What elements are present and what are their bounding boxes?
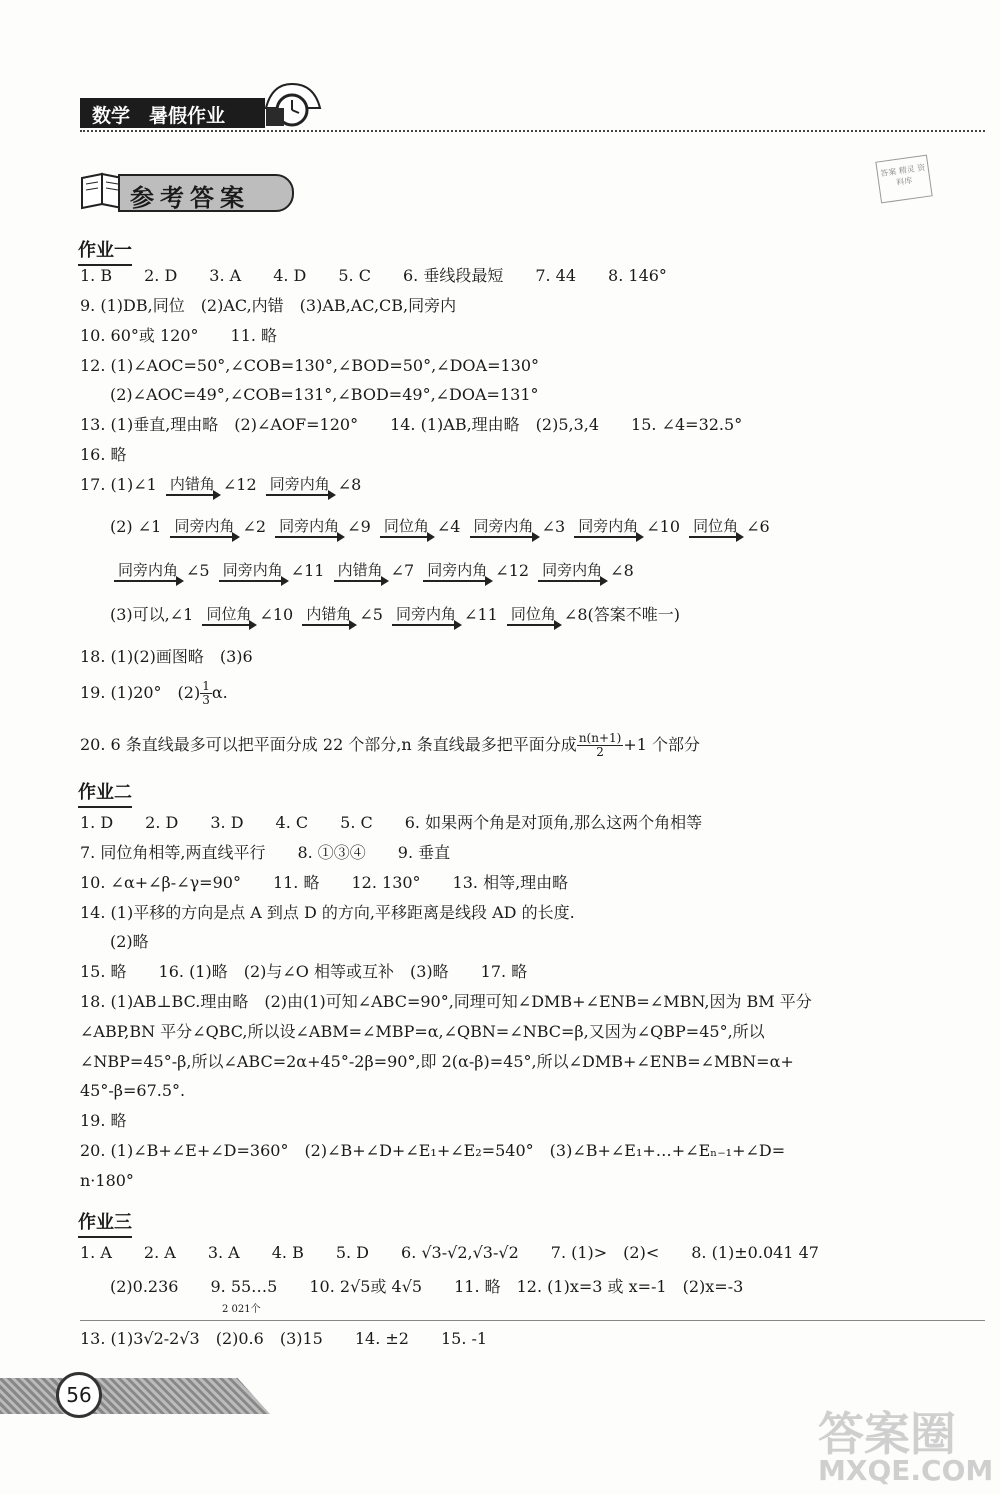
answer-line: 45°-β=67.5°.	[80, 1081, 186, 1100]
arrow	[266, 476, 334, 496]
section-title-3: 作业三	[78, 1208, 132, 1238]
chain-angle: ∠11	[464, 605, 498, 624]
arrow	[538, 562, 606, 582]
answer-line: 12. (1)∠AOC=50°,∠COB=130°,∠BOD=50°,∠DOA=130°	[80, 356, 540, 375]
answer-line: (2)略	[110, 932, 149, 951]
answer-line: 14. (1)平移的方向是点 A 到点 D 的方向,平移距离是线段 AD 的长度.	[80, 903, 575, 922]
answer-line: n·180°	[80, 1171, 134, 1190]
denominator: 3	[202, 693, 210, 707]
chain-angle: ∠9	[347, 517, 371, 536]
banner-title: 参考答案	[130, 183, 250, 212]
arrow-label: 同位角	[693, 517, 739, 535]
q17-row-1	[80, 474, 361, 496]
answer-text: 19. (1)20° (2)	[80, 683, 201, 702]
section-title-1: 作业一	[78, 236, 132, 266]
chain-angle: ∠5	[359, 605, 383, 624]
numerator: 1	[202, 679, 210, 693]
answer-line: 1. D 2. D 3. D 4. C 5. C 6. 如果两个角是对顶角,那么这两个角相等	[80, 813, 703, 832]
answer-line: 16. 略	[80, 445, 127, 464]
arrow-label: 同位角	[510, 605, 556, 623]
stamp-text: 答案 精灵 资料库	[879, 162, 926, 188]
arrow-label: 同旁内角	[174, 517, 235, 535]
answer-line: 7. 同位角相等,两直线平行 8. ①③④ 9. 垂直	[80, 843, 451, 862]
arrow-label: 同旁内角	[578, 517, 639, 535]
chain-angle: ∠10	[646, 517, 681, 536]
arrow-label: 同旁内角	[279, 517, 340, 535]
arrow	[574, 518, 642, 538]
chain-angle: ∠8	[337, 475, 362, 494]
arrow	[166, 476, 219, 496]
answer-text: +1 个部分	[623, 735, 701, 754]
answer-text: α.	[211, 683, 228, 702]
denominator: 2	[596, 745, 604, 759]
arrow-label: 同旁内角	[118, 561, 179, 579]
answer-line: ∠NBP=45°-β,所以∠ABC=2α+45°-2β=90°,即 2(α-β)=45°,所以∠DMB+∠ENB=∠MBN=α+	[80, 1052, 794, 1071]
chain-angle: ∠6	[746, 517, 770, 536]
q17-row-4	[110, 604, 680, 626]
footer-band	[0, 1378, 270, 1414]
arrow	[507, 606, 560, 626]
divider	[80, 1320, 985, 1321]
arrow	[202, 606, 255, 626]
arrow	[689, 518, 742, 538]
answer-line: 10. 60°或 120° 11. 略	[80, 326, 278, 345]
arrow	[275, 518, 343, 538]
chain-angle: ∠4	[436, 517, 461, 536]
alarm-clock-icon	[262, 78, 324, 132]
answer-line: (2)∠AOC=49°,∠COB=131°,∠BOD=49°,∠DOA=131°	[110, 385, 539, 404]
header-title: 数学 暑假作业	[92, 105, 226, 127]
arrow-label: 内错角	[169, 475, 215, 493]
chain-angle: ∠7	[390, 561, 415, 580]
chain-angle: ∠8(答案不唯一)	[563, 605, 680, 624]
watermark-logo: 答案圈	[818, 1407, 956, 1461]
page-number-badge	[56, 1372, 102, 1418]
arrow	[219, 562, 287, 582]
answer-line: 13. (1)3√2-2√3 (2)0.6 (3)15 14. ±2 15. -1	[80, 1329, 488, 1348]
chain-start: 17. (1)∠1	[80, 475, 157, 494]
answer-text: 20. 6 条直线最多可以把平面分成 22 个部分,n 条直线最多把平面分成	[80, 735, 577, 754]
underbrace-label: 2 021个	[222, 1304, 261, 1315]
arrow	[470, 518, 538, 538]
chain-angle: ∠5	[186, 561, 210, 580]
chain-angle: ∠12	[222, 475, 257, 494]
answer-line: 18. (1)AB⊥BC.理由略 (2)由(1)可知∠ABC=90°,同理可知∠DMB+∠ENB=∠MBN,因为 BM 平分	[80, 992, 812, 1011]
answer-line: ∠ABP,BN 平分∠QBC,所以设∠ABM=∠MBP=α,∠QBN=∠NBC=β,又因为∠QBP=45°,所以	[80, 1022, 765, 1041]
fraction	[200, 680, 212, 707]
chain-angle: ∠3	[541, 517, 566, 536]
arrow	[380, 518, 433, 538]
section-title-2: 作业二	[78, 778, 132, 808]
arrow-label: 同旁内角	[222, 561, 283, 579]
arrow-label: 同旁内角	[427, 561, 488, 579]
arrow	[423, 562, 491, 582]
chain-angle: ∠11	[290, 561, 325, 580]
answer-line: 1. A 2. A 3. A 4. B 5. D 6. √3-√2,√3-√2 7. (1)> (2)< 8. (1)±0.041 47	[80, 1243, 819, 1262]
page-number: 56	[66, 1383, 92, 1407]
arrow	[334, 562, 387, 582]
answer-line: 20. (1)∠B+∠E+∠D=360° (2)∠B+∠D+∠E₁+∠E₂=540° (3)∠B+∠E₁+…+∠Eₙ₋₁+∠D=	[80, 1141, 786, 1160]
chain-angle: ∠2	[242, 517, 267, 536]
arrow-label: 同旁内角	[473, 517, 534, 535]
arrow-label: 内错角	[306, 605, 352, 623]
arrow	[114, 562, 182, 582]
arrow-label: 内错角	[337, 561, 383, 579]
chain-angle: ∠10	[259, 605, 294, 624]
arrow-label: 同旁内角	[542, 561, 603, 579]
watermark-url: MXQE.COM	[818, 1454, 994, 1487]
arrow	[302, 606, 355, 626]
answer-line-19	[80, 680, 228, 707]
answer-line: 13. (1)垂直,理由略 (2)∠AOF=120° 14. (1)AB,理由略 (2)5,3,4 15. ∠4=32.5°	[80, 415, 743, 434]
stamp	[875, 155, 932, 204]
arrow-label: 同旁内角	[396, 605, 457, 623]
answer-line: 15. 略 16. (1)略 (2)与∠O 相等或互补 (3)略 17. 略	[80, 962, 528, 981]
arrow-label: 同位角	[383, 517, 429, 535]
arrow	[170, 518, 238, 538]
chain-start: (3)可以,∠1	[110, 605, 194, 624]
answer-line: (2)0.236 9. 55…5 10. 2√5或 4√5 11. 略 12. (1)x=3 或 x=-1 (2)x=-3	[110, 1277, 744, 1296]
q17-row-3	[110, 560, 634, 582]
arrow-label: 同位角	[206, 605, 252, 623]
q17-row-2	[110, 516, 770, 538]
answer-line: 1. B 2. D 3. A 4. D 5. C 6. 垂线段最短 7. 44 8. 146°	[80, 266, 667, 285]
answer-line-20	[80, 732, 700, 759]
chain-start: (2) ∠1	[110, 517, 162, 536]
answer-line: 9. (1)DB,同位 (2)AC,内错 (3)AB,AC,CB,同旁内	[80, 296, 457, 315]
numerator: n(n+1)	[578, 731, 622, 745]
chain-angle: ∠12	[495, 561, 530, 580]
fraction	[577, 732, 624, 759]
arrow	[392, 606, 460, 626]
chain-angle: ∠8	[610, 561, 634, 580]
answer-line: 10. ∠α+∠β-∠γ=90° 11. 略 12. 130° 13. 相等,理由略	[80, 873, 569, 892]
header-divider	[80, 130, 985, 132]
answer-line: 18. (1)(2)画图略 (3)6	[80, 647, 253, 666]
answer-line: 19. 略	[80, 1111, 127, 1130]
arrow-label: 同旁内角	[269, 475, 330, 493]
